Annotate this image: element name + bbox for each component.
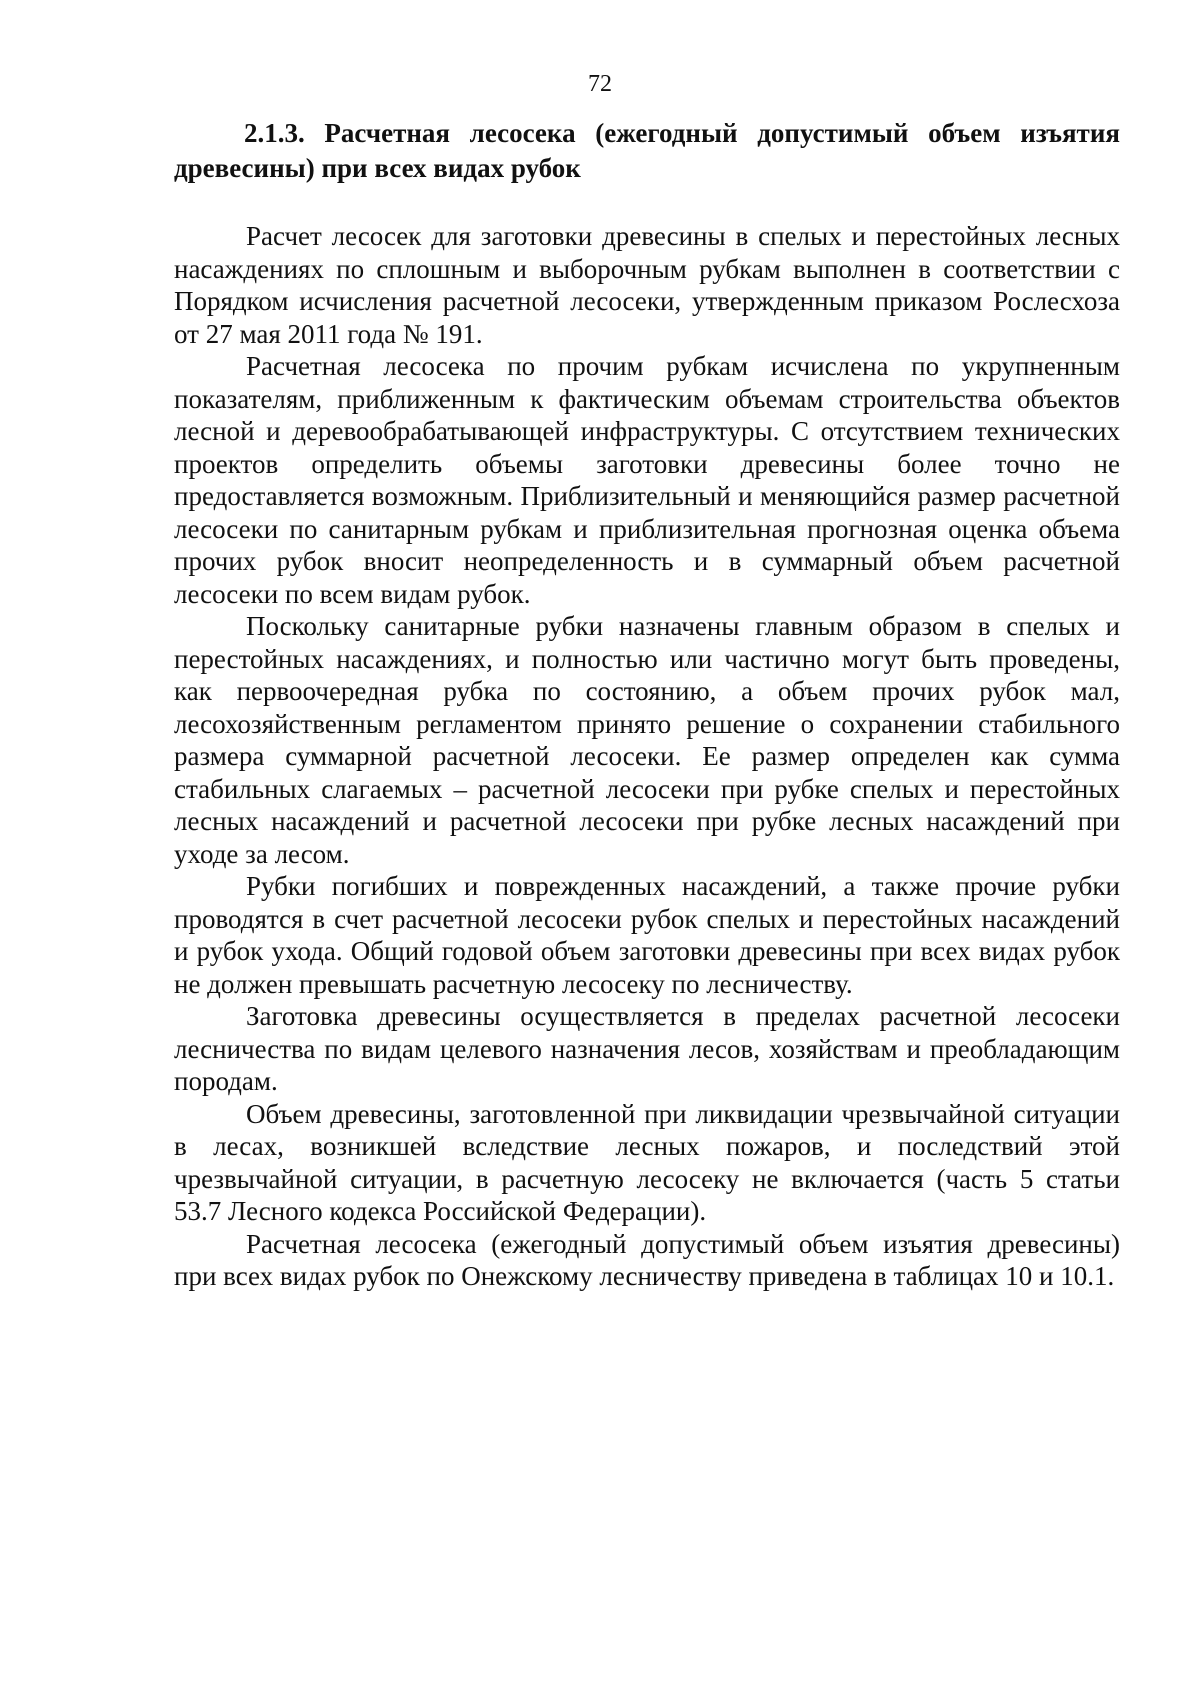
paragraph-5: Заготовка древесины осуществляется в пределах расчетной лесосеки лесничества по видам целевого назначения лесов, хозяйствам и преобладающим породам. <box>174 1001 1120 1096</box>
page-number: 72 <box>588 71 612 97</box>
paragraph-3: Поскольку санитарные рубки назначены главным образом в спелых и перестойных насаждениях, и полностью или частично могут быть проведены, как первоочередная рубка по состоянию, а объем прочих рубок мал, лесохозяйственным регламентом принято решение о сохранении стабильного размера суммарной расчетной лесосеки. Ее размер определен как сумма стабильных слагаемых – расчетной лесосеки при рубке спелых и перестойных лесных насаждений и расчетной лесосеки при рубке лесных насаждений при уходе за лесом. <box>174 611 1120 869</box>
section-heading: 2.1.3. Расчетная лесосека (ежегодный допустимый объем изъятия древесины) при всех видах рубок <box>174 118 1120 183</box>
body-text <box>174 220 1120 1293</box>
paragraph-6: Объем древесины, заготовленной при ликвидации чрезвычайной ситуации в лесах, возникшей вследствие лесных пожаров, и последствий этой чрезвычайной ситуации, в расчетную лесосеку не включается (часть 5 статьи 53.7 Лесного кодекса Российской Федерации). <box>174 1098 1120 1226</box>
paragraph-1: Расчет лесосек для заготовки древесины в спелых и перестойных лесных насаждениях по сплошным и выборочным рубкам выполнен в соответствии с Порядком исчисления расчетной лесосеки, утвержденным приказом Рослесхоза от 27 мая 2011 года № 191. <box>174 221 1120 349</box>
paragraph-4: Рубки погибших и поврежденных насаждений, а также прочие рубки проводятся в счет расчетной лесосеки рубок спелых и перестойных насаждений и рубок ухода. Общий годовой объем заготовки древесины при всех видах рубок не должен превышать расчетную лесосеку по лесничеству. <box>174 871 1120 999</box>
paragraph-2: Расчетная лесосека по прочим рубкам исчислена по укрупненным показателям, приближенным к фактическим объемам строительства объектов лесной и деревообрабатывающей инфраструктуры. С отсутствием технических проектов определить объемы заготовки древесины более точно не предоставляется возможным. Приблизительный и меняющийся размер расчетной лесосеки по санитарным рубкам и приблизительная прогнозная оценка объема прочих рубок вносит неопределенность и в суммарный объем расчетной лесосеки по всем видам рубок. <box>174 351 1120 609</box>
paragraph-7: Расчетная лесосека (ежегодный допустимый объем изъятия древесины) при всех видах рубок по Онежскому лесничеству приведена в таблицах 10 и 10.1. <box>174 1228 1120 1291</box>
page-content <box>174 116 1120 1293</box>
